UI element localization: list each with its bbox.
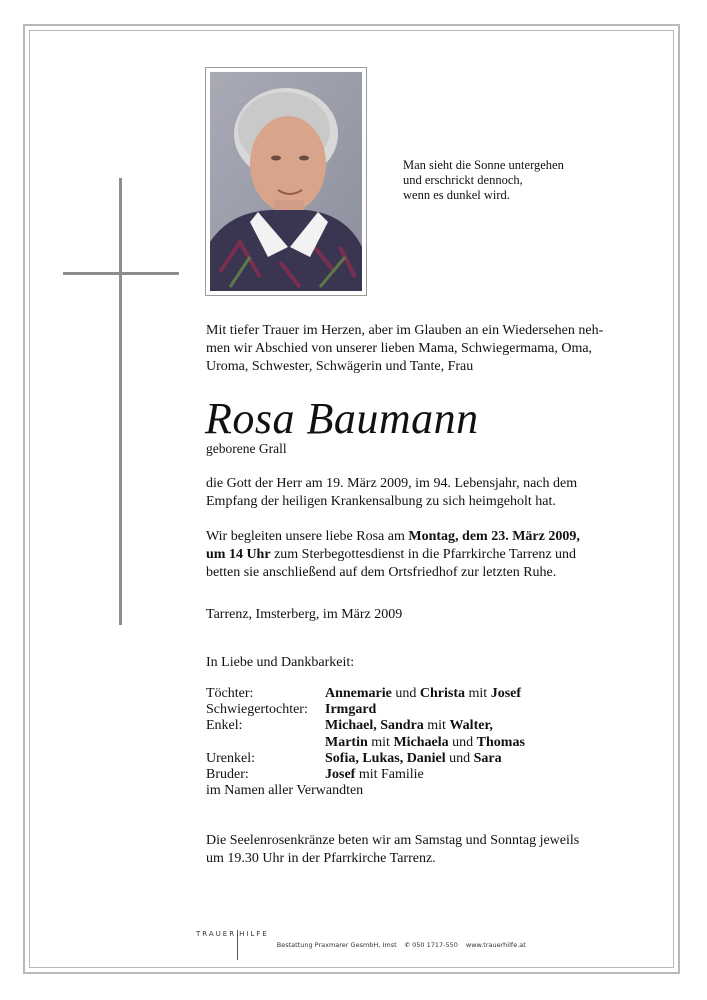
funeral-date: Montag, dem 23. März 2009,: [408, 529, 580, 544]
logo-left: TRAUER: [196, 930, 237, 938]
maiden-name: geborene Grall: [206, 441, 287, 456]
portrait-illustration: [210, 72, 362, 291]
family-label: Enkel:: [206, 718, 243, 734]
family-label: [206, 735, 325, 751]
rosary-line: um 19.30 Uhr in der Pfarrkirche Tarrenz.: [206, 851, 436, 866]
family-row: [206, 767, 525, 783]
family-row: [206, 751, 525, 767]
family-label: Urenkel:: [206, 750, 255, 766]
intro-line: Uroma, Schwester, Schwägerin und Tante, Frau: [206, 359, 474, 374]
family-row: [206, 686, 525, 702]
death-line: die Gott der Herr am 19. März 2009, im 94. Lebensjahr, nach dem: [206, 476, 578, 491]
family-label: Schwiegertochter:: [206, 702, 308, 718]
funeral-text: Wir begleiten unsere liebe Rosa am: [206, 529, 409, 544]
family-row: [206, 718, 525, 734]
quote-line: wenn es dunkel wird.: [403, 188, 510, 202]
phone-number: 050 1717-550: [412, 941, 458, 949]
family-member: Walter,: [449, 718, 493, 734]
cross-icon: [63, 272, 179, 275]
family-label: Töchter:: [206, 686, 254, 701]
funeral-text: zum Sterbegottesdienst in die Pfarrkirche Tarrenz und: [270, 547, 577, 562]
family-member: Christa: [419, 686, 466, 701]
family-join: mit: [423, 718, 450, 734]
family-join: und: [445, 750, 474, 766]
family-join: und: [448, 734, 477, 750]
footer: [196, 930, 526, 960]
quote-line: Man sieht die Sonne untergehen: [403, 158, 564, 172]
thanks-heading: In Liebe und Dankbarkeit:: [206, 655, 355, 670]
family-member: Annemarie: [325, 686, 392, 701]
intro-line: men wir Abschied von unserer lieben Mama, Schwiegermama, Oma,: [206, 341, 593, 356]
funeral-time: um 14 Uhr: [206, 547, 271, 562]
relatives-note: im Namen aller Verwandten: [206, 783, 364, 798]
family-label: Bruder:: [206, 767, 249, 783]
family-join: mit Familie: [355, 767, 424, 783]
family-join: mit: [367, 734, 394, 750]
family-member: Michael, Sandra: [325, 718, 424, 734]
trauerhilfe-logo: [196, 930, 269, 960]
quote-line: und erschrickt dennoch,: [403, 173, 523, 187]
family-member: Josef: [325, 767, 356, 783]
rosary-line: Die Seelenrosenkränze beten wir am Samstag und Sonntag jeweils: [206, 833, 580, 848]
family-list: [206, 686, 525, 783]
family-member: Josef: [490, 686, 522, 701]
death-notice: [206, 475, 577, 511]
intro-text: [206, 322, 603, 376]
death-line: Empfang der heiligen Krankensalbung zu sich heimgeholt hat.: [206, 494, 556, 509]
family-row: [206, 735, 525, 751]
place-date: Tarrenz, Imsterberg, im März 2009: [206, 607, 403, 622]
portrait-frame: [205, 67, 367, 296]
phone-icon: ✆: [404, 941, 411, 949]
company-name: Bestattung Praxmarer GesmbH, Imst: [276, 941, 397, 949]
cross-icon: [119, 178, 122, 625]
deceased-name: Rosa Baumann: [205, 394, 479, 443]
portrait-photo: [210, 72, 362, 291]
funeral-info: [206, 528, 580, 582]
family-member: Sofia, Lukas, Daniel: [325, 750, 446, 766]
family-member: Martin: [325, 734, 368, 750]
website[interactable]: www.trauerhilfe.at: [465, 941, 526, 949]
family-member: Michaela: [393, 734, 449, 750]
funeral-text: betten sie anschließend auf dem Ortsfriedhof zur letzten Ruhe.: [206, 565, 557, 580]
family-join: und: [391, 686, 420, 701]
logo-right: HILFE: [239, 930, 269, 938]
family-row: [206, 702, 525, 718]
intro-line: Mit tiefer Trauer im Herzen, aber im Glauben an ein Wiedersehen neh-: [206, 323, 604, 338]
rosary-notice: [206, 832, 579, 868]
family-member: Thomas: [476, 734, 525, 750]
quote: [403, 158, 564, 203]
family-member: Sara: [473, 750, 502, 766]
family-join: mit: [465, 686, 491, 701]
logo-divider: [237, 930, 238, 960]
family-member: Irmgard: [325, 702, 377, 718]
